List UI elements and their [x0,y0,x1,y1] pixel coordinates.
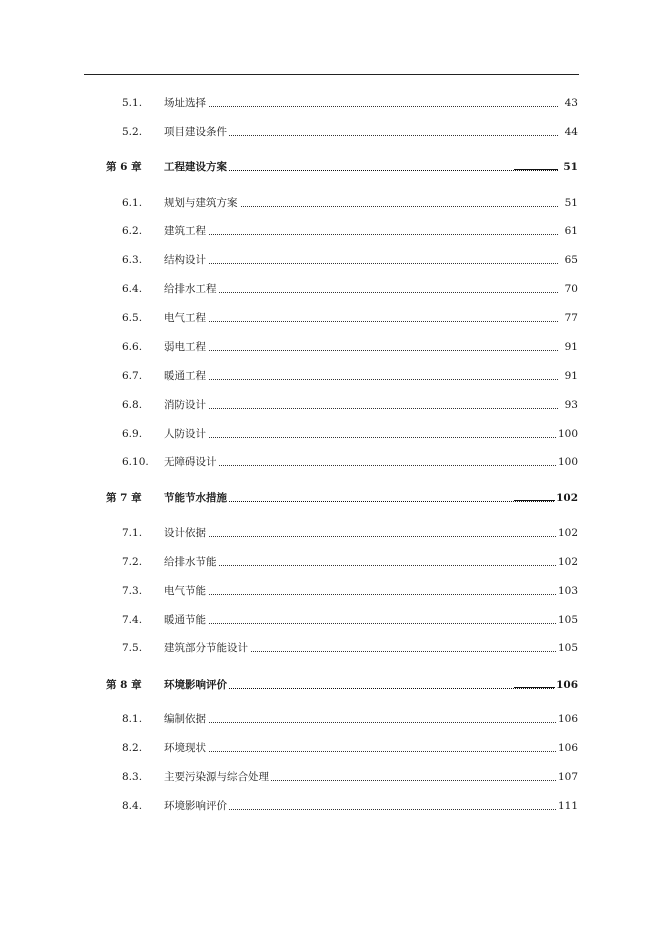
toc-entry-8-1[interactable] [106,711,578,727]
toc-leader-dots [164,565,558,566]
toc-entry-page: 107 [557,771,578,783]
toc-entry-title: 环境影响评价 [164,800,227,812]
toc-entry-title: 主要污染源与综合处理 [164,771,269,783]
toc-chapter-page: 102 [556,492,578,504]
toc-entry-number: 8.1. [122,713,143,725]
toc-entry-number: 6.7. [122,370,143,382]
toc-chapter-page: 106 [556,679,578,691]
toc-leader-dots [164,751,558,752]
toc-leader-dots [164,350,558,351]
toc-entry-number: 7.3. [122,585,143,597]
toc-leader-dots [164,465,558,466]
toc-entry-page: 111 [557,800,578,812]
toc-leader-dots [164,234,558,235]
toc-entry-number: 5.1. [122,97,143,109]
toc-chapter-page: 51 [563,161,578,173]
toc-entry-page: 77 [564,312,578,324]
toc-entry-page: 103 [557,585,578,597]
toc-entry-title: 建筑部分节能设计 [164,642,248,654]
toc-entry-page: 102 [557,527,578,539]
toc-entry-number: 6.1. [122,197,143,209]
toc-entry-page: 91 [564,341,578,353]
toc-entry-title: 编制依据 [164,713,206,725]
toc-leader-dots [164,722,558,723]
toc-entry-number: 6.3. [122,254,143,266]
toc-entry-6-6[interactable] [106,339,578,355]
toc-entry-title: 给排水工程 [164,283,217,295]
toc-entry-page: 93 [564,399,578,411]
toc-entry-number: 7.5. [122,642,143,654]
toc-entry-page: 51 [564,197,578,209]
toc-entry-page: 106 [557,713,578,725]
toc-entry-number: 6.8. [122,399,143,411]
toc-entry-title: 规划与建筑方案 [164,197,238,209]
toc-entry-number: 6.2. [122,225,143,237]
toc-entry-title: 暖通节能 [164,614,206,626]
toc-entry-page: 100 [557,428,578,440]
toc-entry-6-2[interactable] [106,223,578,239]
toc-entry-page: 44 [564,126,578,138]
toc-leader-dots [164,437,558,438]
toc-entry-number: 6.9. [122,428,143,440]
toc-entry-title: 电气节能 [164,585,206,597]
toc-entry-number: 6.6. [122,341,143,353]
toc-entry-title: 消防设计 [164,399,206,411]
toc-entry-page: 105 [557,614,578,626]
toc-chapter-number: 第 7 章 [106,492,142,504]
toc-entry-7-4[interactable] [106,612,578,628]
toc-entry-number: 8.3. [122,771,143,783]
toc-entry-number: 7.4. [122,614,143,626]
toc-entry-page: 70 [564,283,578,295]
toc-entry-7-1[interactable] [106,525,578,541]
toc-entry-title: 场址选择 [164,97,206,109]
toc-entry-number: 6.4. [122,283,143,295]
toc-leader-dots [164,536,558,537]
toc-leader-dots [164,379,558,380]
toc-entry-page: 100 [557,456,578,468]
toc-entry-title: 建筑工程 [164,225,206,237]
toc-leader-dots [164,321,558,322]
toc-entry-page: 105 [557,642,578,654]
toc-entry-number: 8.4. [122,800,143,812]
toc-entry-5-1[interactable] [106,95,578,111]
toc-entry-title: 暖通工程 [164,370,206,382]
toc-entry-title: 无障碍设计 [164,456,217,468]
toc-entry-title: 电气工程 [164,312,206,324]
toc-entry-number: 8.2. [122,742,143,754]
toc-leader-dots [164,623,558,624]
toc-entry-number: 6.5. [122,312,143,324]
toc-chapter-number: 第 6 章 [106,161,142,173]
toc-entry-6-1[interactable] [106,195,578,211]
toc-entry-8-4[interactable] [106,798,578,814]
toc-chapter-6[interactable] [106,159,578,175]
toc-entry-page: 91 [564,370,578,382]
toc-leader-dots [164,263,558,264]
toc-entry-title: 设计依据 [164,527,206,539]
toc-entry-8-3[interactable] [106,769,578,785]
toc-entry-title: 结构设计 [164,254,206,266]
toc-chapter-8[interactable] [106,677,578,693]
toc-entry-number: 7.2. [122,556,143,568]
toc-entry-6-5[interactable] [106,310,578,326]
toc-entry-page: 65 [564,254,578,266]
toc-entry-number: 6.10. [122,456,149,468]
toc-chapter-number: 第 8 章 [106,679,142,691]
toc-entry-7-2[interactable] [106,554,578,570]
toc-entry-page: 43 [564,97,578,109]
toc-entry-title: 给排水节能 [164,556,217,568]
toc-entry-title: 项目建设条件 [164,126,227,138]
toc-chapter-7[interactable] [106,490,578,506]
toc-entry-number: 7.1. [122,527,143,539]
toc-entry-title: 人防设计 [164,428,206,440]
toc-entry-6-10[interactable] [106,454,578,470]
toc-entry-page: 106 [557,742,578,754]
toc-leader-dots [164,594,558,595]
toc-entry-number: 5.2. [122,126,143,138]
toc-entry-page: 102 [557,556,578,568]
toc-entry-6-4[interactable] [106,281,578,297]
toc-leader-dots [164,408,558,409]
toc-leader-dots [164,106,558,107]
toc-entry-5-2[interactable] [106,124,578,140]
toc-entry-page: 61 [564,225,578,237]
toc-chapter-title: 节能节水措施 [164,492,227,504]
toc-entry-8-2[interactable] [106,740,578,756]
toc-leader-rule [514,500,558,501]
toc-entry-7-3[interactable] [106,583,578,599]
toc-entry-title: 弱电工程 [164,341,206,353]
toc-leader-rule [514,687,558,688]
toc-chapter-title: 工程建设方案 [164,161,227,173]
toc-entry-6-3[interactable] [106,252,578,268]
toc-chapter-title: 环境影响评价 [164,679,227,691]
toc-entry-7-5[interactable] [106,640,578,656]
toc-entry-6-7[interactable] [106,368,578,384]
toc-entry-title: 环境现状 [164,742,206,754]
toc-leader-rule [514,169,558,170]
toc-entry-6-8[interactable] [106,397,578,413]
toc-leader-dots [164,292,558,293]
toc-entry-6-9[interactable] [106,426,578,442]
